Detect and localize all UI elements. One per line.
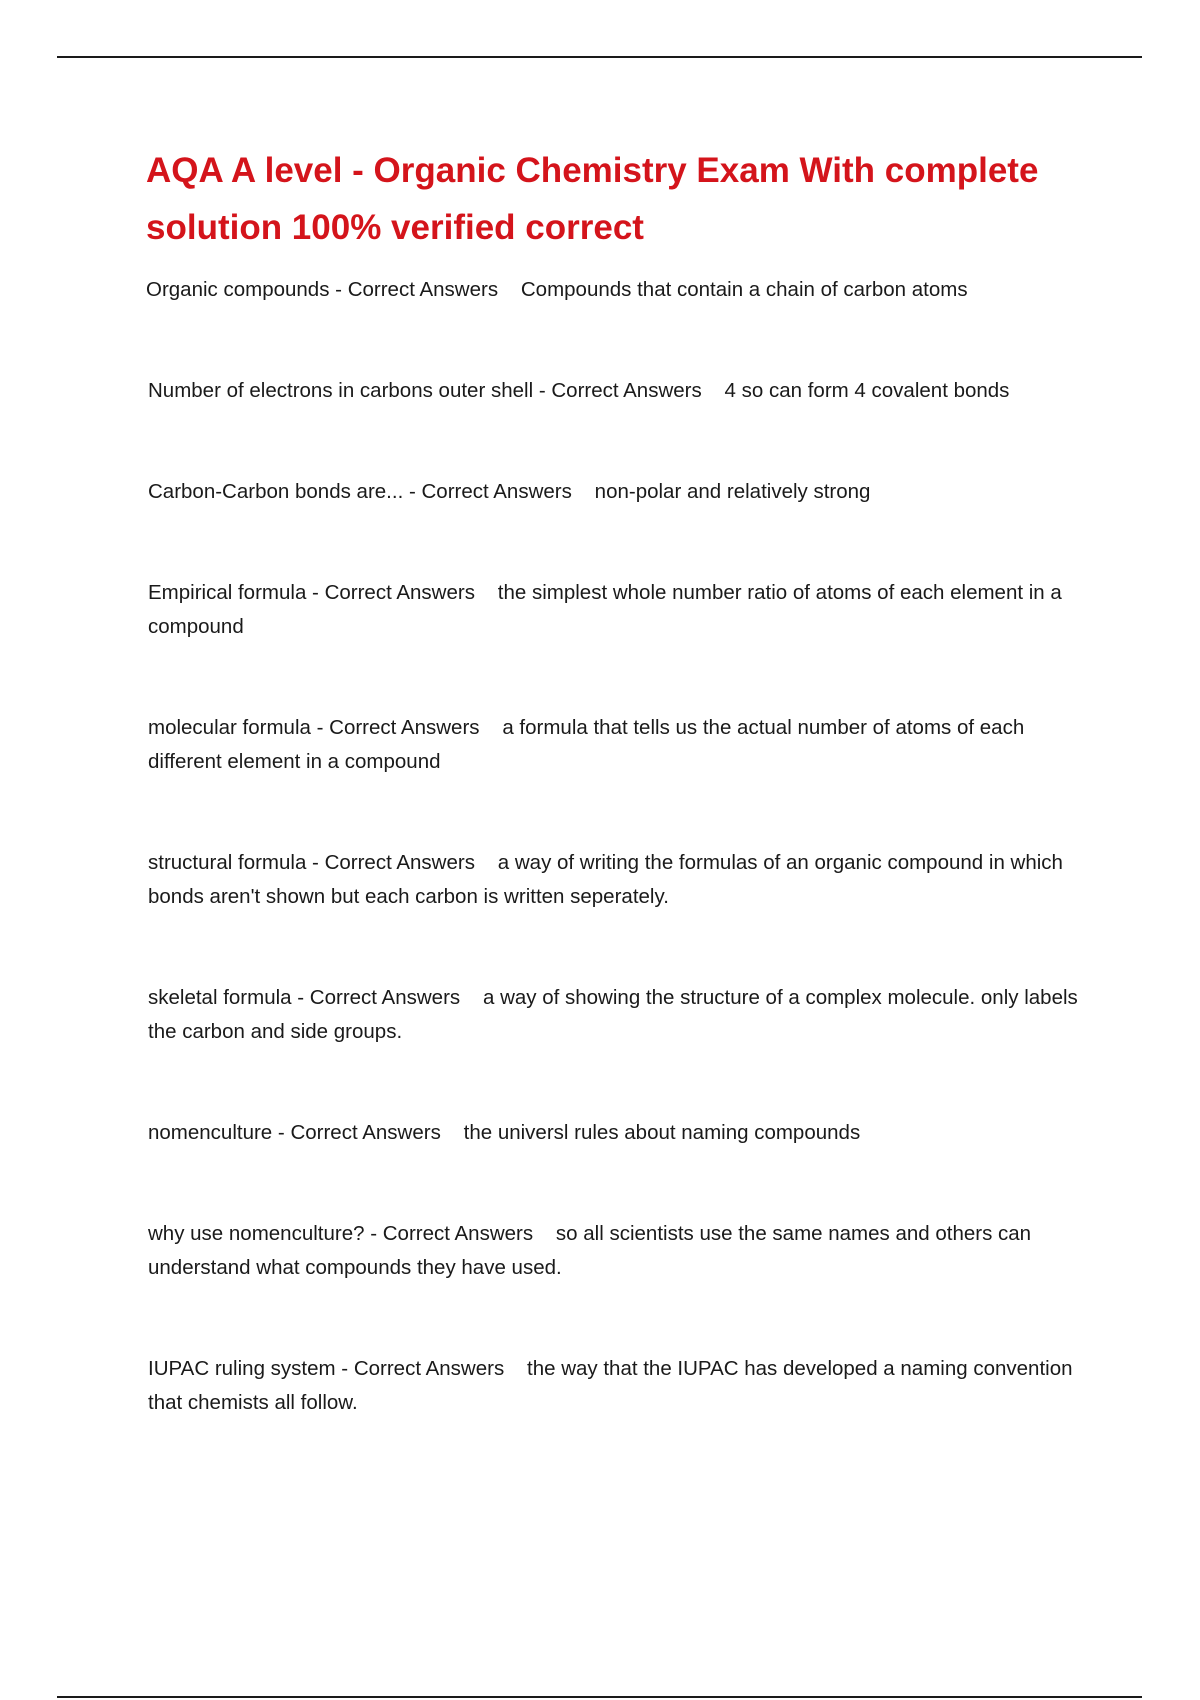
- qa-answer-label: Correct Answers: [329, 716, 480, 739]
- qa-answer: the way that the IUPAC has developed a naming convention that chemists all follow.: [148, 1357, 1073, 1414]
- qa-item: [148, 374, 1090, 408]
- qa-answer: a way of showing the structure of a complex molecule. only labels the carbon and side groups.: [148, 986, 1078, 1043]
- qa-term: IUPAC ruling system: [148, 1357, 336, 1380]
- qa-answer-label: Correct Answers: [347, 278, 499, 301]
- footer-rule: [57, 1696, 1142, 1698]
- qa-gap: [475, 581, 498, 604]
- qa-answer: Compounds that contain a chain of carbon atoms: [520, 278, 968, 301]
- qa-separator: -: [306, 851, 325, 874]
- qa-item: [148, 1352, 1090, 1420]
- qa-gap: [504, 1357, 527, 1380]
- qa-answer-label: Correct Answers: [324, 581, 475, 604]
- qa-term: structural formula: [148, 851, 307, 874]
- qa-separator: -: [272, 1121, 291, 1144]
- qa-gap: [441, 1121, 464, 1144]
- qa-separator: -: [310, 716, 330, 739]
- qa-item: [148, 576, 1090, 644]
- qa-answer: non-polar and relatively strong: [594, 480, 871, 503]
- qa-item: [148, 1217, 1090, 1285]
- qa-answer-label: Correct Answers: [421, 480, 572, 503]
- qa-term: Number of electrons in carbons outer shell: [148, 379, 534, 402]
- qa-separator: -: [291, 986, 310, 1009]
- qa-answer-label: Correct Answers: [309, 986, 461, 1009]
- qa-answer-label: Correct Answers: [290, 1121, 441, 1144]
- qa-answer-label: Correct Answers: [324, 851, 475, 874]
- qa-gap: [702, 379, 725, 402]
- qa-gap: [572, 480, 595, 503]
- qa-item: [146, 273, 1088, 307]
- qa-item: [148, 711, 1090, 779]
- qa-answer: a formula that tells us the actual number of atoms of each different element in a compound: [148, 716, 1025, 773]
- qa-answer: a way of writing the formulas of an organic compound in which bonds aren't shown but each carbon is written seperately.: [148, 851, 1063, 908]
- qa-answer: so all scientists use the same names and others can understand what compounds they have used.: [148, 1222, 1032, 1279]
- qa-term: why use nomenculture?: [148, 1222, 365, 1245]
- qa-answer: the simplest whole number ratio of atoms of each element in a compound: [148, 581, 1062, 638]
- qa-separator: -: [533, 379, 552, 402]
- qa-gap: [480, 716, 503, 739]
- qa-item: [148, 1116, 1090, 1150]
- qa-answer-label: Correct Answers: [382, 1222, 534, 1245]
- qa-term: nomenculture: [148, 1121, 273, 1144]
- qa-term: Organic compounds: [146, 278, 330, 301]
- qa-item: [148, 846, 1090, 914]
- qa-separator: -: [364, 1222, 383, 1245]
- qa-term: molecular formula: [148, 716, 311, 739]
- page-title: AQA A level - Organic Chemistry Exam With complete solution 100% verified correct: [146, 151, 1039, 247]
- qa-separator: -: [306, 581, 325, 604]
- qa-gap: [460, 986, 483, 1009]
- qa-answer: 4 so can form 4 covalent bonds: [724, 379, 1010, 402]
- qa-separator: -: [403, 480, 422, 503]
- qa-answer-label: Correct Answers: [551, 379, 702, 402]
- qa-item: [148, 981, 1090, 1049]
- qa-separator: -: [335, 1357, 354, 1380]
- qa-gap: [533, 1222, 556, 1245]
- qa-term: Carbon-Carbon bonds are...: [148, 480, 404, 503]
- qa-term: skeletal formula: [148, 986, 292, 1009]
- qa-answer: the universl rules about naming compounds: [463, 1121, 861, 1144]
- qa-answer-label: Correct Answers: [353, 1357, 505, 1380]
- qa-separator: -: [329, 278, 348, 301]
- qa-term: Empirical formula: [148, 581, 307, 604]
- qa-gap: [475, 851, 498, 874]
- qa-gap: [498, 278, 521, 301]
- qa-item: [148, 475, 1090, 509]
